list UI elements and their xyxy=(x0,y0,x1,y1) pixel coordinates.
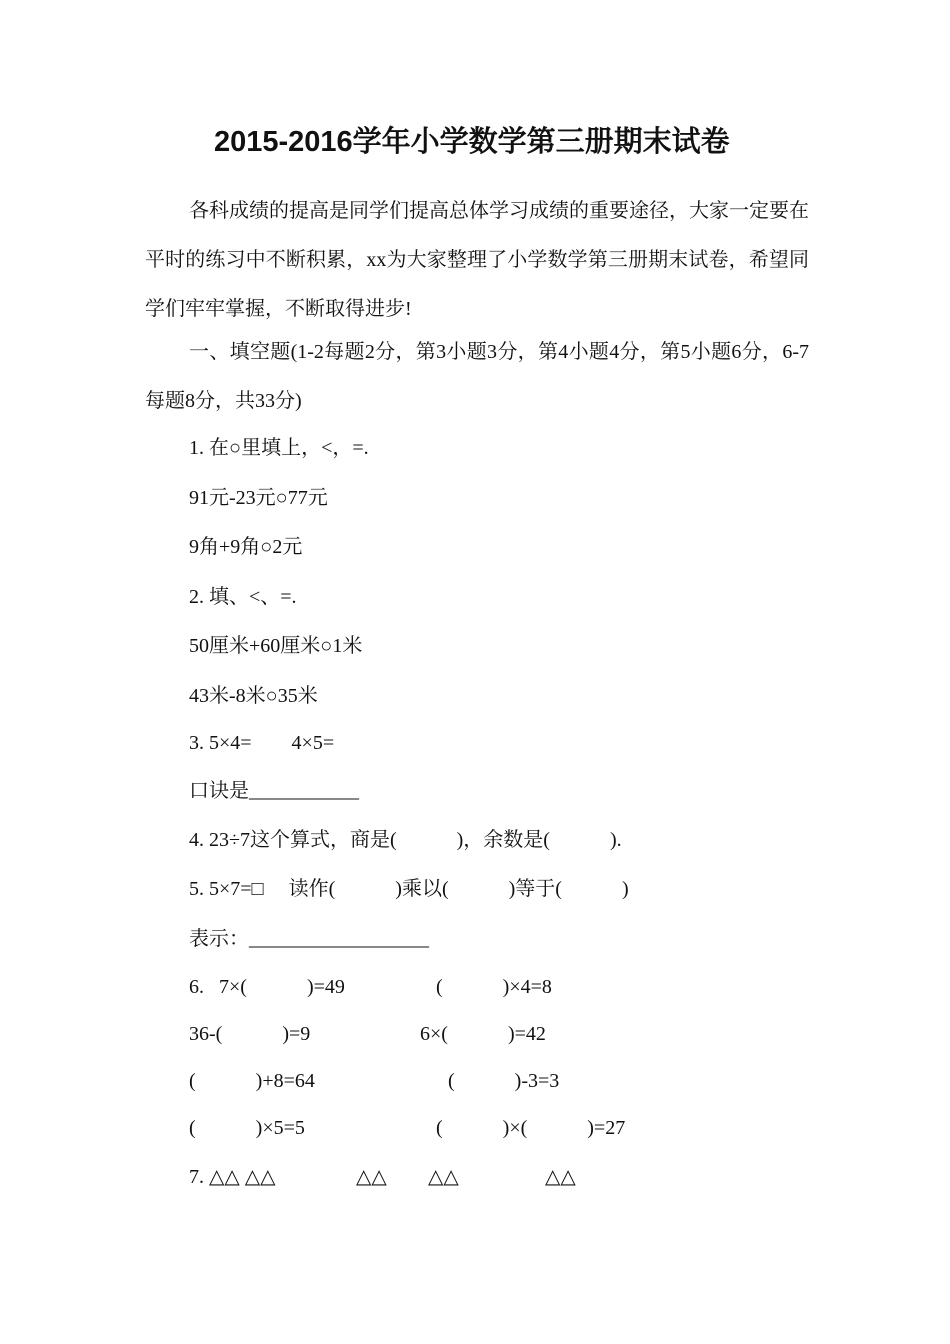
question-6-row4-left: ( )×5=5 xyxy=(189,1117,305,1139)
document-title: 2015-2016学年小学数学第三册期末试卷 xyxy=(214,126,730,158)
question-2-label: 2. 填、<、=. xyxy=(189,586,297,608)
question-6-row2-left: 36-( )=9 xyxy=(189,1023,311,1045)
question-6-row3-right: ( )-3=3 xyxy=(448,1070,560,1092)
question-2b: 43米-8米○35米 xyxy=(189,685,318,707)
question-6-row2-right: 6×( )=42 xyxy=(420,1023,546,1045)
question-1-label: 1. 在○里填上，<，=. xyxy=(189,437,369,459)
question-3b: 口诀是___________ xyxy=(189,780,359,802)
question-7-group-2: △△ xyxy=(356,1166,387,1188)
question-7-label: 7. △△ △△ xyxy=(189,1166,276,1188)
question-5b: 表示：__________________ xyxy=(189,928,429,950)
question-3-label: 3. 5×4= 4×5= xyxy=(189,732,335,754)
question-6-row3-left: ( )+8=64 xyxy=(189,1070,315,1092)
question-1b: 9角+9角○2元 xyxy=(189,536,303,558)
question-6-row4-right: ( )×( )=27 xyxy=(436,1117,626,1139)
question-6-row1-left: 6. 7×( )=49 xyxy=(189,976,345,998)
question-5-label: 5. 5×7=□ 读作( )乘以( )等于( ) xyxy=(189,878,629,900)
intro-paragraph: 各科成绩的提高是同学们提高总体学习成绩的重要途径，大家一定要在平时的练习中不断积累，xx为大家整理了小学数学第三册期末试卷，希望同学们牢牢掌握，不断取得进步! xyxy=(145,200,809,320)
question-2a: 50厘米+60厘米○1米 xyxy=(189,635,363,657)
question-1a: 91元-23元○77元 xyxy=(189,487,328,509)
question-7-group-3: △△ xyxy=(428,1166,459,1188)
question-4-label: 4. 23÷7这个算式，商是( )，余数是( ). xyxy=(189,829,622,851)
section-1-heading: 一、填空题(1-2每题2分，第3小题3分，第4小题4分，第5小题6分，6-7每题8分，共33分) xyxy=(145,341,809,412)
question-7-group-4: △△ xyxy=(545,1166,576,1188)
question-6-row1-right: ( )×4=8 xyxy=(436,976,552,998)
